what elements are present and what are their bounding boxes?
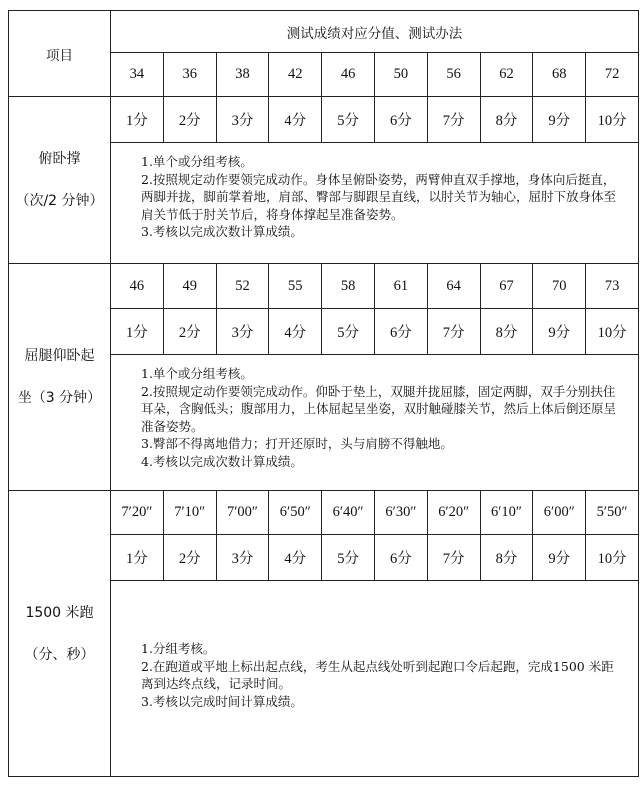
score-cell: 1分: [111, 97, 164, 143]
header-value: 72: [586, 53, 639, 97]
run-values-row: [9, 491, 639, 535]
value-cell: 64: [427, 264, 480, 309]
table-title: 测试成绩对应分值、测试办法: [111, 11, 639, 53]
score-cell: 7分: [427, 309, 480, 355]
value-cell: 73: [586, 264, 639, 309]
situp-method: [111, 355, 639, 491]
score-cell: 2分: [163, 309, 216, 355]
score-cell: 2分: [163, 97, 216, 143]
value-cell: 70: [533, 264, 586, 309]
score-cell: 4分: [269, 309, 322, 355]
pushup-scores-row: [9, 97, 639, 143]
time-cell: 5′50″: [586, 491, 639, 535]
time-cell: 6′20″: [427, 491, 480, 535]
method-line: 3.考核以完成次数计算成绩。: [141, 224, 303, 239]
score-table: [8, 10, 639, 777]
score-cell: 6分: [374, 97, 427, 143]
header-value: 36: [163, 53, 216, 97]
header-value: 50: [374, 53, 427, 97]
time-cell: 7′00″: [216, 491, 269, 535]
score-cell: 6分: [374, 535, 427, 581]
score-cell: 7分: [427, 535, 480, 581]
run-name: 1500 米跑: [25, 604, 94, 621]
run-method: [111, 581, 639, 777]
item-header: 项目: [9, 11, 111, 97]
method-line: 2.按照规定动作要领完成动作。身体呈俯卧姿势，两臂伸直双手撑地，身体向后挺直，两脚并拢，脚前掌着地，肩部、臀部与脚跟呈直线，以肘关节为轴心，屈肘下放身体至肩关节低于肘关节后，将身体撑起呈准备姿势。: [141, 171, 617, 222]
time-cell: 7′10″: [163, 491, 216, 535]
score-cell: 9分: [533, 535, 586, 581]
pushup-unit: （次/2 分钟）: [15, 193, 104, 209]
score-cell: 5分: [322, 309, 375, 355]
time-cell: 6′40″: [322, 491, 375, 535]
value-cell: 58: [322, 264, 375, 309]
header-value: 68: [533, 53, 586, 97]
value-cell: 49: [163, 264, 216, 309]
score-cell: 5分: [322, 97, 375, 143]
pushup-method: [111, 143, 639, 264]
score-cell: 5分: [322, 535, 375, 581]
score-cell: 3分: [216, 97, 269, 143]
pushup-item: [9, 97, 111, 264]
value-cell: 46: [111, 264, 164, 309]
score-cell: 10分: [586, 309, 639, 355]
method-line: 2.在跑道或平地上标出起点线，考生从起点线处听到起跑口令后起跑，完成1500 米距离到达终点线，记录时间。: [141, 658, 614, 691]
situp-values-row: [9, 264, 639, 309]
score-cell: 10分: [586, 535, 639, 581]
method-line: 4.考核以完成次数计算成绩。: [141, 453, 303, 469]
score-cell: 1分: [111, 309, 164, 355]
situp-name: 屈腿仰卧起: [24, 348, 95, 364]
score-cell: 10分: [586, 97, 639, 143]
score-cell: 9分: [533, 309, 586, 355]
score-cell: 8分: [480, 535, 533, 581]
method-line: 1.分组考核。: [141, 641, 216, 656]
score-cell: 9分: [533, 97, 586, 143]
method-line: 1.单个或分组考核。: [141, 154, 253, 169]
value-cell: 52: [216, 264, 269, 309]
score-cell: 7分: [427, 97, 480, 143]
header-value: 46: [322, 53, 375, 97]
header-value: 34: [111, 53, 164, 97]
score-cell: 8分: [480, 309, 533, 355]
method-line: 1.单个或分组考核。: [141, 366, 253, 381]
score-cell: 6分: [374, 309, 427, 355]
header-value: 42: [269, 53, 322, 97]
score-cell: 4分: [269, 535, 322, 581]
time-cell: 6′10″: [480, 491, 533, 535]
score-cell: 2分: [163, 535, 216, 581]
score-cell: 3分: [216, 309, 269, 355]
pushup-name: 俯卧撑: [38, 151, 81, 167]
method-line: 3.臀部不得离地借力；打开还原时，头与肩膀不得触地。: [141, 436, 453, 451]
run-unit: （分、秒）: [24, 646, 95, 663]
score-cell: 3分: [216, 535, 269, 581]
value-cell: 55: [269, 264, 322, 309]
time-cell: 6′50″: [269, 491, 322, 535]
situp-item: [9, 264, 111, 491]
score-cell: 1分: [111, 535, 164, 581]
score-cell: 8分: [480, 97, 533, 143]
time-cell: 6′00″: [533, 491, 586, 535]
time-cell: 6′30″: [374, 491, 427, 535]
time-cell: 7′20″: [111, 491, 164, 535]
value-cell: 61: [374, 264, 427, 309]
score-cell: 4分: [269, 97, 322, 143]
header-value: 56: [427, 53, 480, 97]
value-cell: 67: [480, 264, 533, 309]
header-value: 62: [480, 53, 533, 97]
method-line: 3.考核以完成时间计算成绩。: [141, 693, 303, 709]
run-item: [9, 491, 111, 777]
header-value: 38: [216, 53, 269, 97]
method-line: 2.按照规定动作要领完成动作。仰卧于垫上，双腿并拢屈膝，固定两脚，双手分别扶住耳朵，含胸低头；腹部用力，上体屈起呈坐姿，双肘触碰膝关节，然后上体后倒还原呈准备姿势。: [141, 383, 617, 434]
situp-unit: 坐（3 分钟）: [17, 390, 102, 406]
